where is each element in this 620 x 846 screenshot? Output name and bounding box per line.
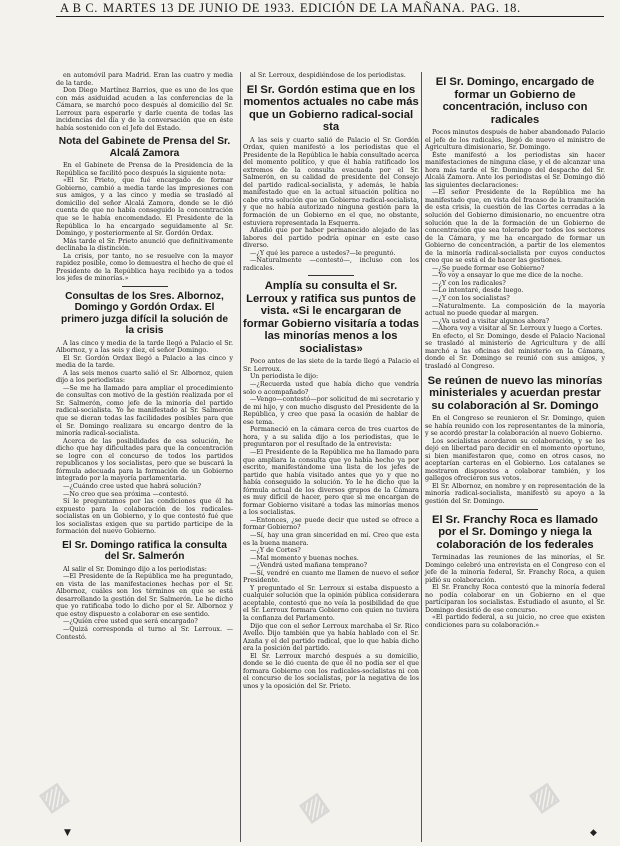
paragraph: —¿Recuerda usted que había dicho que vendría solo o acompañado? [243, 380, 419, 396]
bottom-mark: ◆ [590, 828, 597, 838]
headline: Consultas de los Sres. Albornoz, Domingo y Gordón Ordax. El primero juzga difícil la solución de la crisis [61, 290, 228, 337]
paragraph: —Yo voy a ensayar lo que me dice de la noche. [432, 271, 583, 280]
paragraph: —Se me ha llamado para ampliar el procedimiento de consultas con motivo de la gestión realizada por el Sr. Salmerón, como jefe de la minoría del partido radical-socialista. Yo he manifestado al Sr. Salmerón que se dieran todas las facilidades posibles para que el Sr. Domingo realizara su encargo dentro de la minoría radical-socialista. [56, 383, 233, 438]
paragraph: —Sí, vendré en cuanto me llamen de nuevo el señor Presidente. [243, 568, 419, 585]
paragraph: Poco antes de las siete de la tarde llegó a Palacio el Sr. Lerroux. [243, 357, 419, 373]
headline: Se reúnen de nuevo las minorías ministeriales y acuerdan prestar su colaboración al Sr. Domingo [427, 374, 603, 412]
headline: El Sr. Domingo, encargado de formar un Gobierno de concentración, incluso con radicales [435, 76, 595, 126]
paragraph: —¿Vendrá usted mañana temprano? [250, 561, 368, 570]
paragraph: —¿Va usted a visitar algunos ahora? [432, 316, 550, 325]
header-rule [56, 16, 604, 17]
paragraph: La crisis, por tanto, no se resuelve con la mayor rapidez posible, como lo demuestra el hecho de que el Presidente de la República haya recibido ya a todos los jefes de minorías.» [56, 251, 233, 283]
paragraph: en automóvil para Madrid. Eran las cuatro y media de la tarde. [56, 71, 233, 87]
column-divider [421, 72, 422, 842]
paragraph: al Sr. Lerroux, despidiéndose de los periodistas. [250, 71, 406, 79]
watermark-mark: ▨ [33, 776, 73, 817]
paragraph: —El Presidente de la República me ha preguntado, en vista de las manifestaciones hechas por el Sr. Albornoz, cuáles son los términos en que se está desarrollando la gestión del Sr. Salmerón. Le he dicho que yo ratificaba todo lo dicho por el Sr. Albornoz y que estoy dispuesto a colaborar en ese sentido. [56, 572, 233, 618]
paragraph: Acerca de las posibilidades de esa solución, he dicho que hay dificultades para que la concentración se logre con el concurso de todos los partidos republicanos y los socialistas, pero que se buscará la fórmula adecuada para la formación de un Gobierno integrado por la mayoría parlamentaria. [56, 436, 233, 483]
paragraph: El Sr. Albornoz, en nombre y en representación de la minoría radical-socialista, manifestó su apoyo a la gestión del Sr. Domingo. [425, 481, 605, 506]
paragraph: «El Sr. Prieto, que fué encargado de formar Gobierno, cambió a media tarde las impresiones con sus amigos, y a las cinco y media se trasladó al domicilio del señor Alcalá Zamora, donde se le dió cuenta de que no había conseguido la concentración que se le había encomendado. El Presidente de la República lo ha encargado seguidamente al Sr. Domingo, y posteriormente al Sr. Gordón Ordax. [56, 176, 233, 238]
paragraph: —Entonces, ¿se puede decir que usted se ofrece a formar Gobierno? [243, 515, 419, 532]
paragraph: —Naturalmente. La composición de la mayoría actual no puede quedar al margen. [425, 301, 605, 318]
paragraph: «El partido federal, a su juicio, no cree que existen condiciones para su colaboración.» [425, 613, 605, 629]
paragraph: —Sí, hay una gran sinceridad en mí. Creo que esta es la buena manera. [243, 530, 419, 547]
paragraph: El Sr. Franchy Roca contestó que la minoría federal no podía colaborar en un Gobierno en el que participaran los socialistas. Estudiado el asunto, el Sr. Domingo desistió de ese concurso. [425, 583, 605, 614]
paragraph: —Ahora voy a visitar al Sr. Lerroux y luego a Cortes. [432, 324, 603, 333]
paragraph: Pocos minutos después de haber abandonado Palacio el jefe de los radicales, llegó de nuevo el ministro de Agricultura dimisionario, Sr. Domingo. [425, 128, 605, 152]
paragraph: En el Congreso se reunieron el Sr. Domingo, quien se había reunido con los representantes de la minoría, y se acordó prestar la colaboración al nuevo Gobierno. [425, 414, 605, 438]
paragraph: Éste manifestó a los periodistas sin hacer manifestaciones de ninguna clase, y el de alcanzar una hora más tarde el Sr. Domingo del despacho del Sr. Alcalá Zamora. Ante los periodistas el Sr. Domingo dió las siguientes declaraciones: [425, 150, 605, 189]
paragraph: —Mal momento y buenas noches. [250, 553, 359, 562]
paragraph: A las seis y cuarto salió de Palacio el Sr. Gordón Ordax, quien manifestó a los periodistas que el Presidente de la República le había consultado acerca del momento político, y que él había ratificado los extremos de la consulta evacuada por el Sr. Salmerón, en su calidad de presidente del Consejo del partido radical-socialista, y además, le había manifestado que en la actual situación política no cabe otra solución que un Gobierno radical-socialista, y que no había autorizado ninguna gestión para la formación de un Gobierno en el que, no obstante, estuviera representada la Esquerra. [243, 135, 419, 227]
paragraph: Sí le preguntamos por las condiciones que él ha expuesto para la colaboración de los radicales-socialistas en un Gobierno, y lo que contestó fué que los socialistas exigen que su partido participe de la formación del nuevo Gobierno. [56, 497, 233, 536]
headline: Amplía su consulta el Sr. Lerroux y ratifica sus puntos de vista. «Si le encargaran de formar Gobierno visitaría a todas las minorías menos a los socialistas» [243, 280, 419, 355]
paragraph: —Quizá corresponda el turno al Sr. Lerroux. —Contestó. [56, 624, 233, 641]
header-date: MARTES 13 DE JUNIO DE 1933. [103, 1, 295, 15]
paragraph: —El señor Presidente de la República me ha manifestado que, en vista del fracaso de la tramitación de esta crisis, la cuestión de las Cortes cerradas a la solución del Gobierno dimisionario, no encuentre otra solución que la de la formación de un Gobierno de concentración que sea tolerado por todos los sectores de la Cámara, y me ha encargado de formar un Gobierno de concentración, a partir de los elementos de la minoría radical-socialista por cuyos conductos creo que se está el de hacer las gestiones. [425, 188, 605, 265]
watermark-mark: ▨ [293, 786, 333, 827]
paragraph: —El Presidente de la República me ha llamado para que ampliara la consulta que yo había hecho ya por escrito, manifestándome una lista de los jefes de partido que había visitado antes que yo y que no había conseguido la solución. Yo le he dicho que la fórmula actual de los diversos grupos de la Cámara es muy difícil de hacer, pero que si me encargan de formar Gobierno visitaré a todas las minorías menos a los socialistas. [243, 447, 419, 517]
paragraph: —Lo intentaré, desde luego. [432, 286, 524, 295]
paragraph: Permaneció en la cámara cerca de tres cuartos de hora, y a su salida dijo a los periodistas, que le preguntaron por el resultado de la entrevista: [243, 425, 419, 449]
bottom-mark: ▼ [64, 828, 71, 838]
paragraph: Los socialistas acordaron su colaboración, y se les dejó en libertad para decidir en el momento oportuno, si bien manifestaron que, como en otros casos, no aceptarían carteras en el Gobierno. Los catalanes se mostraron dispuestos a colaborar también, y los gallegos ofrecieron sus votos. [425, 436, 605, 483]
paragraph: —¿Quién cree usted que será encargado? [63, 617, 198, 626]
paragraph: A las seis menos cuarto salió el Sr. Albornoz, quien dijo a los periodistas: [56, 368, 233, 385]
page-header [60, 1, 600, 15]
headline: Nota del Gabinete de Prensa del Sr. Alcalá Zamora [58, 136, 231, 159]
column-divider [240, 72, 241, 842]
paragraph: —¿Cuándo cree usted que habrá solución? [63, 481, 202, 490]
paragraph: —¿Y qué les parece a ustedes?—le preguntó. [250, 248, 396, 257]
header-edition: EDICIÓN DE LA MAÑANA. [299, 1, 466, 15]
headline: El Sr. Domingo ratifica la consulta del Sr. Salmerón [62, 539, 227, 563]
paragraph: Terminadas las reuniones de las minorías, el Sr. Domingo celebró una entrevista en el Congreso con el jefe de la minoría federal, Sr. Franchy Roca, a quien pidió su colaboración. [425, 553, 605, 584]
paragraph: —¿Y con los radicales? [432, 278, 506, 287]
paragraph: El Sr. Gordón Ordax llegó a Palacio a las cinco y media de la tarde. [56, 353, 233, 370]
watermark-mark: ▨ [523, 776, 563, 817]
paragraph: Un periodista le dijo: [250, 372, 319, 381]
paragraph: —¿Se puede formar ese Gobierno? [432, 263, 545, 272]
separator [308, 275, 354, 276]
paragraph: Don Diego Martínez Barrios, que es uno de los que con más asiduidad acuden a las conferencias de la Cámara, se marchó poco después al domicilio del Sr. Lerroux para esperarle y darle cuenta de todas las incidencias del día y de la conversación que en éste había sostenido con el Jefe del Estado. [56, 86, 233, 132]
separator [492, 509, 538, 510]
headline: El Sr. Gordón estima que en los momentos actuales no cabe más que un Gobierno radical-social sta [243, 83, 419, 134]
paragraph: —Naturalmente —contestó—, incluso con los radicales. [243, 256, 419, 272]
paragraph: Dijo que con el señor Lerroux marchaba el Sr. Rico Avello. Dijo también que ya había hablado con el Sr. Azaña y el del partido radical, que lo que había dicho era la posición del partido. [243, 621, 419, 653]
paragraph: Al salir el Sr. Domingo dijo a los periodistas: [63, 564, 207, 573]
column-3 [425, 72, 605, 630]
paragraph: —Vengo—contestó—por solicitud de mi secretario y de mi hijo, y con mucho disgusto del Presidente de la República, y creo que pasa la ocasión de hablar de ese tema. [243, 395, 419, 426]
paragraph: —¿Y de Cortes? [250, 546, 301, 555]
header-paper: A B C. [60, 1, 98, 15]
paragraph: A las cinco y media de la tarde llegó a Palacio el Sr. Albornoz, y a las seis y diez, el señor Domingo. [56, 338, 233, 355]
paragraph: En el Gabinete de Prensa de la Presidencia de la República se facilitó poco después la siguiente nota: [56, 161, 233, 177]
paragraph: Añadió que por haber permanecido alejado de las labores del partido podría opinar en este caso diverso. [243, 226, 419, 250]
paragraph: En efecto, el Sr. Domingo, desde el Palacio Nacional se trasladó al ministerio de Agricultura y de allí marchó a las oficinas del ministerio en la Cámara, donde el Sr. Domingo se reunió con sus amigos, y trasladó al Congreso. [425, 331, 605, 370]
paragraph: —No creo que sea próxima —contestó. [63, 489, 189, 498]
column-2 [243, 72, 419, 690]
paragraph: Y preguntado el Sr. Lerroux si estaba dispuesto a cualquier solución que la opinión pública considerara aceptable, contestó que no veía la posibilidad de que el Sr. Lerroux formara Gobierno con quien no tuviera la confianza del Parlamento. [243, 583, 419, 622]
separator [122, 286, 168, 287]
paragraph: Más tarde el Sr. Prieto anunció que definitivamente declinaba la distinción. [56, 236, 233, 253]
headline: El Sr. Franchy Roca es llamado por el Sr. Domingo y niega la colaboración de los federales [431, 513, 598, 551]
column-1 [56, 72, 233, 641]
header-page: PAG. 18. [470, 1, 521, 15]
paragraph: —¿Y con los socialistas? [432, 294, 510, 303]
paragraph: El Sr. Lerroux marchó después a su domicilio, donde se le dió cuenta de que él no podía ser el que formara Gobierno con los radicales-socialistas ni con el concurso de los socialistas, por la negativa de los unos y la oposición del Sr. Prieto. [243, 651, 419, 690]
